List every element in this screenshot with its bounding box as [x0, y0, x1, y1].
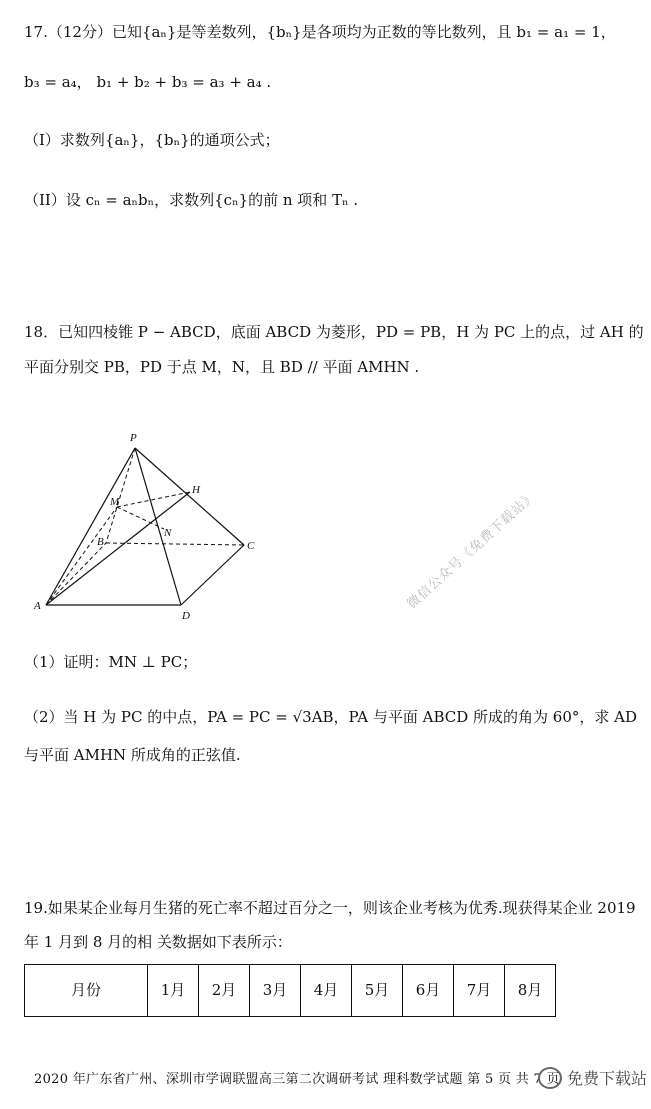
label-m: M	[110, 496, 120, 508]
label-a: A	[34, 600, 41, 612]
q18-part2: （2）当 H 为 PC 的中点，PA = PC = √3AB，PA 与平面 ABCD 所成的角为 60°，求 AD	[24, 708, 638, 726]
edge-dc	[181, 545, 244, 605]
site-logo	[538, 1066, 647, 1089]
q17-line1: 17.（12分）已知{aₙ}是等差数列，{bₙ}是各项均为正数的等比数列，且 b₁ = a₁ = 1，	[24, 23, 616, 41]
label-b: B	[97, 536, 104, 548]
edge-mh	[117, 492, 190, 507]
table-header-cell: 3月	[250, 965, 301, 1017]
pyramid-figure	[28, 425, 268, 625]
q19-line1: 19.如果某企业每月生猪的死亡率不超过百分之一，则该企业考核为优秀.现获得某企业 2019	[24, 899, 636, 917]
table-header-cell: 2月	[199, 965, 250, 1017]
page-footer: 2020 年广东省广州、深圳市学调联盟高三第二次调研考试 理科数学试题 第 5 页 共 7 页	[34, 1072, 560, 1087]
q19-line2: 年 1 月到 8 月的相 关数据如下表所示：	[24, 933, 292, 951]
q18-part2-cont: 与平面 AMHN 所成角的正弦值.	[24, 746, 241, 764]
q18-part1: （1）证明：MN ⊥ PC；	[24, 653, 198, 671]
edge-am	[46, 507, 117, 605]
data-table	[24, 964, 556, 1017]
logo-text: 免费下载站	[566, 1069, 647, 1088]
edge-pa	[46, 448, 135, 605]
table-header-cell: 7月	[454, 965, 505, 1017]
q17-part2: （II）设 cₙ = aₙbₙ，求数列{cₙ}的前 n 项和 Tₙ .	[24, 191, 359, 209]
table-header-cell: 5月	[352, 965, 403, 1017]
label-p: P	[130, 432, 137, 444]
label-c: C	[247, 540, 255, 552]
table-row	[25, 965, 556, 1017]
q18-line1: 18．已知四棱锥 P − ABCD，底面 ABCD 为菱形，PD = PB，H 为 PC 上的点，过 AH 的	[24, 323, 644, 341]
table-header-cell: 8月	[505, 965, 556, 1017]
table-header-cell: 6月	[403, 965, 454, 1017]
q17-part1: （I）求数列{aₙ}，{bₙ}的通项公式；	[24, 131, 280, 149]
table-header-cell: 月份	[25, 965, 148, 1017]
edge-pc	[135, 448, 244, 545]
label-n: N	[164, 527, 172, 539]
label-h: H	[192, 484, 200, 496]
table-header-cell: 1月	[148, 965, 199, 1017]
table-header-cell: 4月	[301, 965, 352, 1017]
q17-line2: b₃ = a₄， b₁ + b₂ + b₃ = a₃ + a₄ .	[24, 73, 272, 91]
edge-ah	[46, 492, 190, 605]
q18-line2: 平面分别交 PB，PD 于点 M，N，且 BD // 平面 AMHN .	[24, 358, 420, 376]
watermark: 微信公众号《免费下载站》	[404, 488, 540, 613]
edge-bc	[106, 543, 244, 545]
chat-bubble-icon	[538, 1067, 562, 1089]
label-d: D	[182, 610, 190, 622]
